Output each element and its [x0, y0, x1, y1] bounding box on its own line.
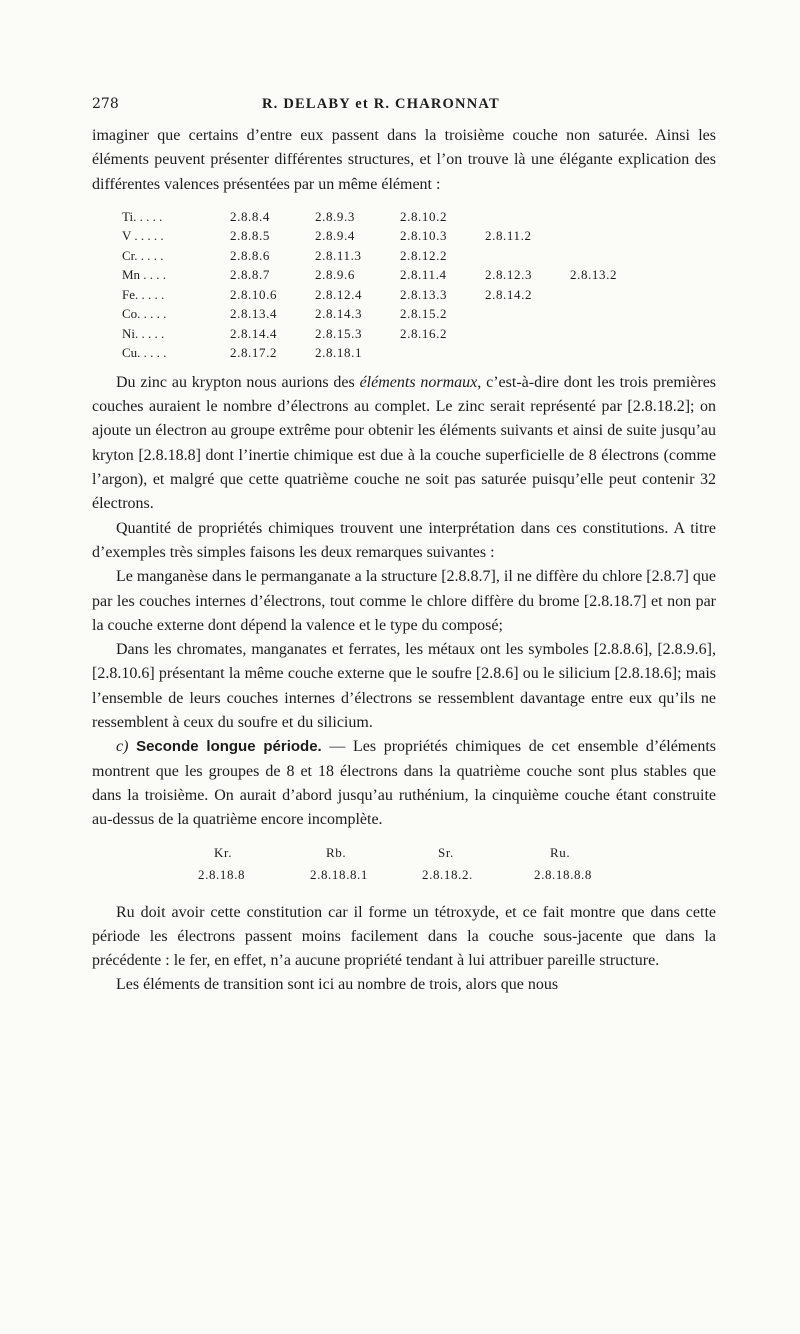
electron-config: 2.8.8.4 — [230, 208, 270, 224]
electron-config: 2.8.9.6 — [315, 267, 355, 283]
electron-config: 2.8.14.3 — [315, 306, 363, 322]
table-row — [122, 285, 716, 305]
electron-config: 2.8.13.4 — [230, 306, 278, 322]
period-element: Sr. — [438, 844, 454, 860]
electron-config: 2.8.11.3 — [315, 247, 362, 263]
electron-config: 2.8.8.7 — [230, 267, 270, 283]
period-element: Rb. — [326, 844, 347, 860]
table-row — [122, 207, 716, 227]
period-config: 2.8.18.8.1 — [310, 866, 368, 882]
last-paragraph: Les éléments de transition sont ici au nombre de trois, alors que nous — [116, 976, 559, 994]
period-element: Kr. — [214, 844, 233, 860]
table-row — [122, 226, 716, 246]
section-c-letter: c) — [116, 738, 129, 756]
zinc-paragraph — [92, 371, 716, 517]
electron-config: 2.8.11.4 — [400, 267, 447, 283]
running-title: R. DELABY et R. CHARONNAT — [262, 96, 500, 112]
element-symbol: V . . . . . — [122, 228, 164, 244]
electron-config: 2.8.12.2 — [400, 247, 448, 263]
electron-config: 2.8.13.2 — [570, 267, 618, 283]
electron-config: 2.8.14.4 — [230, 325, 278, 341]
electron-config: 2.8.13.3 — [400, 286, 448, 302]
element-symbol: Ni. . . . . — [122, 325, 165, 341]
electron-config: 2.8.10.2 — [400, 208, 448, 224]
electron-config: 2.8.8.5 — [230, 228, 270, 244]
element-symbol: Ti. . . . . — [122, 208, 163, 224]
electron-config: 2.8.14.2 — [485, 286, 533, 302]
chromates-paragraph: Dans les chromates, manganates et ferrates, les métaux ont les symboles [2.8.8.6], [2.8.9.6], [2.8.10.6] présentant la même couche externe que le soufre [2.8.6] ou le silicium [2.8.18.6]; mais l’ensemble de leurs couches internes d’électrons se ressemblent davantage entre eux qu’ils ne ressemblent à ceux du soufre et du silicium. — [92, 641, 716, 732]
electron-config: 2.8.18.1 — [315, 345, 363, 361]
second-period-table — [198, 845, 716, 883]
element-symbol: Cr. . . . . — [122, 247, 164, 263]
section-c-paragraph — [92, 735, 716, 832]
zinc-text-a: Du zinc au krypton nous aurions des — [116, 373, 360, 391]
table-row — [122, 246, 716, 266]
period-config: 2.8.18.2. — [422, 866, 473, 882]
electron-config: 2.8.15.2 — [400, 306, 448, 322]
electron-config: 2.8.12.4 — [315, 286, 363, 302]
electron-config: 2.8.10.3 — [400, 228, 448, 244]
electron-config: 2.8.9.3 — [315, 208, 355, 224]
second-period-configs — [198, 867, 716, 883]
element-symbol: Mn . . . . — [122, 267, 167, 283]
zinc-text-b: , c’est-à-dire dont les trois premières couches auraient le nombre d’électrons au complet. Le zinc serait représenté par [2.8.18.2]; on ajoute un électron au groupe extrême pour obtenir les éléments suivants et ainsi de suite jusqu’au kryton [2.8.18.8] dont l’inertie chimique est due à la couche superficielle de 8 électrons (comme l’argon), et malgré que cette quatrième couche ne soit pas saturée puisqu’elle peut contenir 32 électrons. — [92, 373, 717, 513]
second-period-elements — [198, 845, 716, 861]
electron-config: 2.8.11.2 — [485, 228, 532, 244]
page — [92, 96, 716, 998]
ru-paragraph: Ru doit avoir cette constitution car il forme un tétroxyde, et ce fait montre que dans cette période les électrons passent moins facilement dans la couche sous-jacente que dans la précédente : le fer, en effet, n’a aucune propriété tendant à lui attribuer pareille structure. — [92, 903, 716, 970]
table-row — [122, 343, 716, 363]
table-row — [122, 324, 716, 344]
element-symbol: Cu. . . . . — [122, 345, 167, 361]
table-row — [122, 265, 716, 285]
element-symbol: Fe. . . . . — [122, 286, 165, 302]
intro-paragraph: imaginer que certains d’entre eux passent dans la troisième couche non saturée. Ainsi les éléments peuvent présenter différentes structures, et l’on trouve là une élégante explication des différentes valences présentées par un même élément : — [92, 127, 716, 193]
electron-config: 2.8.12.3 — [485, 267, 533, 283]
period-config: 2.8.18.8.8 — [534, 866, 592, 882]
electron-config: 2.8.9.4 — [315, 228, 355, 244]
page-number: 278 — [92, 96, 119, 112]
table-row — [122, 304, 716, 324]
quantite-paragraph: Quantité de propriétés chimiques trouvent une interprétation dans ces constitutions. A titre d’exemples très simples faisons les deux remarques suivantes : — [92, 519, 716, 561]
structures-table — [122, 207, 716, 363]
zinc-text-italic: éléments normaux — [359, 373, 478, 391]
running-header — [92, 96, 716, 124]
electron-config: 2.8.15.3 — [315, 325, 363, 341]
electron-config: 2.8.10.6 — [230, 286, 278, 302]
section-c-text: — Les propriétés chimiques de cet ensemble d’éléments montrent que les groupes de 8 et 18 électrons dans la quatrième couche sont plus stables que dans la troisième. On aurait d’abord jusqu’au ruthénium, la cinquième couche étant construite au-dessus de la quatrième encore incomplète. — [92, 738, 717, 829]
electron-config: 2.8.17.2 — [230, 345, 278, 361]
element-symbol: Co. . . . . — [122, 306, 167, 322]
period-config: 2.8.18.8 — [198, 866, 246, 882]
manganese-paragraph: Le manganèse dans le permanganate a la structure [2.8.8.7], il ne diffère du chlore [2.8.7] que par les couches internes d’électrons, tout comme le chlore diffère du brome [2.8.18.7] et non par la couche externe dont dépend la valence et le type du composé; — [92, 568, 716, 634]
period-element: Ru. — [550, 844, 571, 860]
section-c-heading: Seconde longue période. — [136, 738, 322, 756]
electron-config: 2.8.8.6 — [230, 247, 270, 263]
electron-config: 2.8.16.2 — [400, 325, 448, 341]
